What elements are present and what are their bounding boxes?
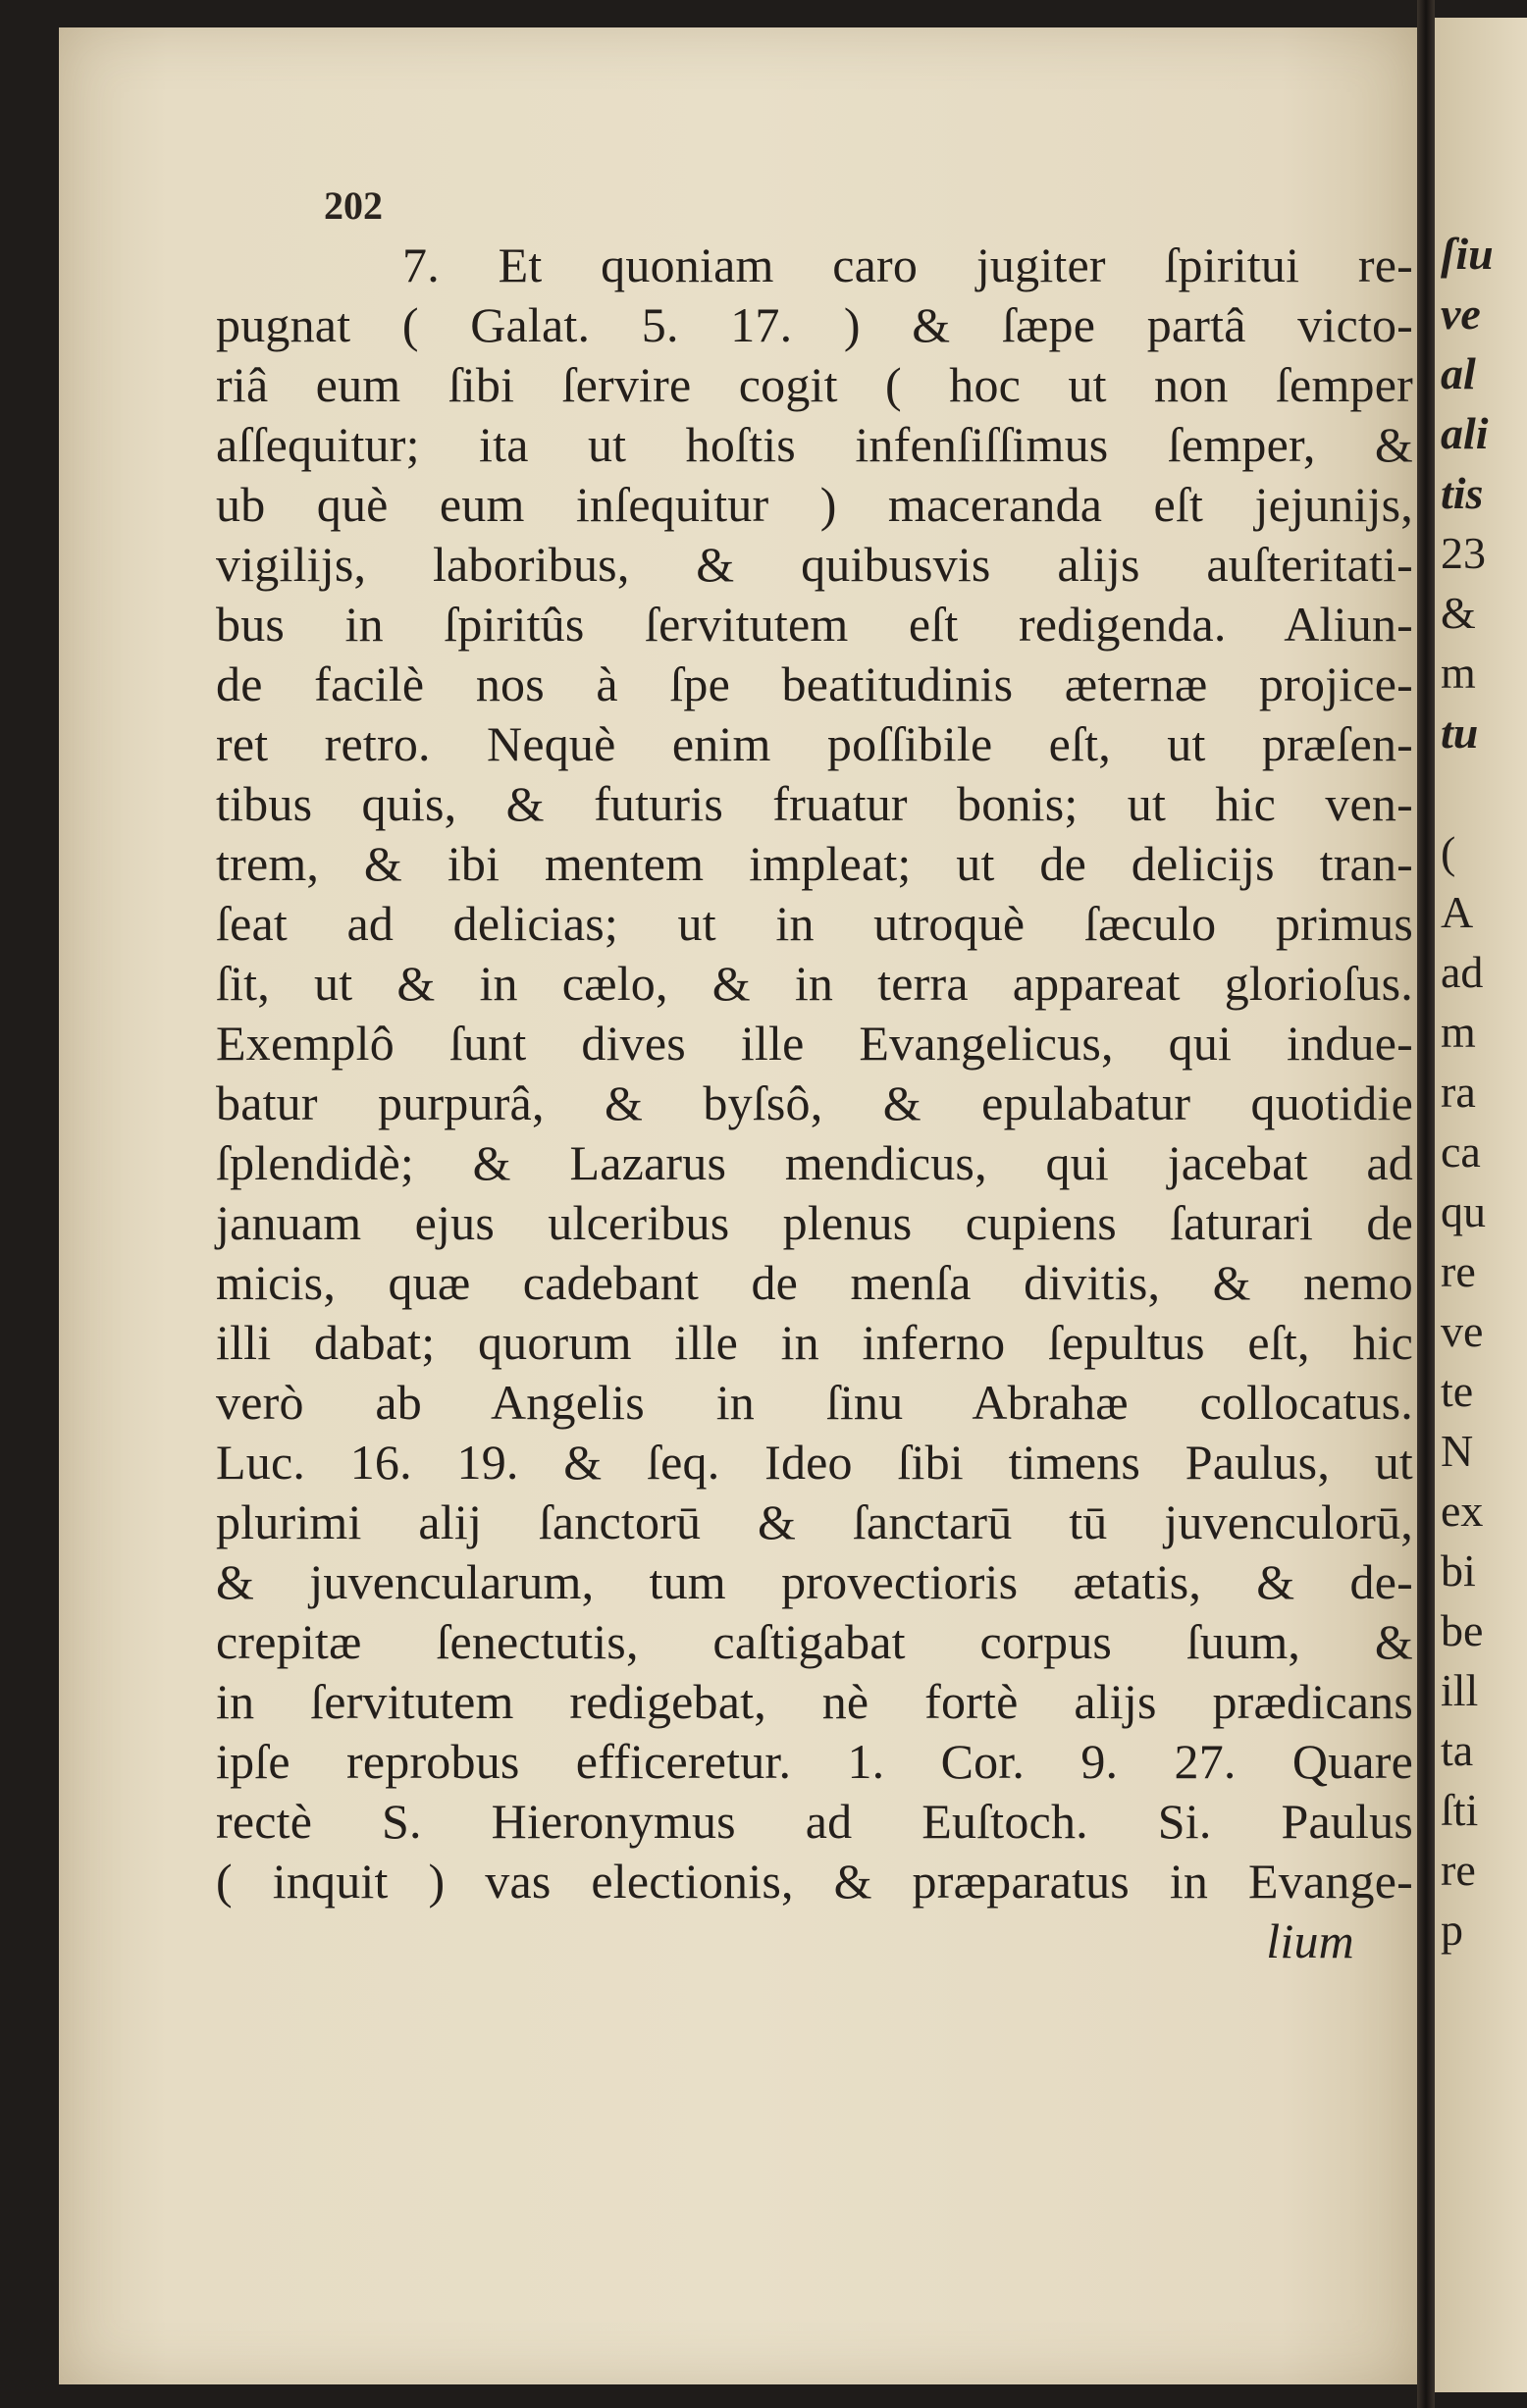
facing-fragment: bi <box>1441 1545 1476 1596</box>
facing-page-edge <box>1435 18 1527 2392</box>
catchword: lium <box>1266 1913 1354 1968</box>
text-line: illi dabat; quorum ille in inferno ſepultus eſt, hic <box>216 1315 1413 1370</box>
text-line: pugnat ( Galat. 5. 17. ) & ſæpe partâ victo- <box>216 297 1413 352</box>
text-line: ret retro. Nequè enim poſſibile eſt, ut præſen- <box>216 716 1413 771</box>
text-line: ub què eum inſequitur ) maceranda eſt jejunijs, <box>216 477 1413 532</box>
text-line: tibus quis, & futuris fruatur bonis; ut hic ven- <box>216 776 1413 831</box>
facing-fragment: qu <box>1441 1186 1486 1236</box>
text-line: ipſe reprobus efficeretur. 1. Cor. 9. 27. Quare <box>216 1734 1413 1789</box>
text-line: batur purpurâ, & byſsô, & epulabatur quotidie <box>216 1075 1413 1130</box>
facing-fragment: al <box>1441 348 1476 398</box>
text-line: rectè S. Hieronymus ad Euſtoch. Si. Paulus <box>216 1794 1413 1849</box>
facing-fragment: ad <box>1441 947 1484 997</box>
text-line: plurimi alij ſanctorū & ſanctarū tū juvenculorū, <box>216 1494 1413 1549</box>
facing-fragment: te <box>1441 1366 1474 1416</box>
text-line: trem, & ibi mentem impleat; ut de delicijs tran- <box>216 836 1413 891</box>
facing-fragment: tis <box>1441 468 1484 518</box>
facing-fragment: re <box>1441 1845 1476 1895</box>
facing-fragment: 23 <box>1441 528 1486 578</box>
facing-fragment: tu <box>1441 707 1479 758</box>
text-line: de facilè nos à ſpe beatitudinis æternæ projice- <box>216 656 1413 711</box>
book-gutter <box>1417 0 1435 2408</box>
facing-fragment: be <box>1441 1605 1484 1655</box>
text-line: 7. Et quoniam caro jugiter ſpiritui re- <box>402 237 1413 292</box>
facing-fragment: re <box>1441 1246 1476 1296</box>
text-line: bus in ſpiritûs ſervitutem eſt redigenda. Aliun- <box>216 597 1413 652</box>
text-line: Exemplô ſunt dives ille Evangelicus, qui indue- <box>216 1016 1413 1071</box>
facing-fragment: m <box>1441 1007 1476 1057</box>
text-line: januam ejus ulceribus plenus cupiens ſaturari de <box>216 1195 1413 1250</box>
facing-fragment: p <box>1441 1905 1463 1955</box>
text-line: ſit, ut & in cælo, & in terra appareat glorioſus. <box>216 956 1413 1011</box>
text-line: ſeat ad delicias; ut in utroquè ſæculo primus <box>216 896 1413 951</box>
text-line: vigilijs, laboribus, & quibusvis alijs auſteritati- <box>216 537 1413 592</box>
text-line: Luc. 16. 19. & ſeq. Ideo ſibi timens Paulus, ut <box>216 1435 1413 1490</box>
text-line: aſſequitur; ita ut hoſtis infenſiſſimus ſemper, & <box>216 417 1413 472</box>
body-text <box>216 236 1413 1971</box>
facing-fragment: ra <box>1441 1067 1476 1117</box>
facing-fragment: ſti <box>1441 1785 1479 1835</box>
facing-fragment <box>1441 762 1527 822</box>
facing-fragment: ve <box>1441 1306 1484 1356</box>
facing-fragment: ca <box>1441 1126 1481 1177</box>
facing-fragment: ( <box>1441 827 1456 877</box>
text-line: crepitæ ſenectutis, caſtigabat corpus ſuum, & <box>216 1614 1413 1669</box>
facing-fragment: m <box>1441 648 1476 698</box>
facing-page-text <box>1441 224 1527 1960</box>
left-page <box>59 27 1417 2384</box>
facing-fragment: N <box>1441 1426 1474 1476</box>
text-line: & juvencularum, tum provectioris ætatis, & de- <box>216 1554 1413 1609</box>
text-line: verò ab Angelis in ſinu Abrahæ collocatus. <box>216 1375 1413 1430</box>
page-number: 202 <box>324 183 383 228</box>
facing-fragment: ex <box>1441 1486 1484 1536</box>
text-line: in ſervitutem redigebat, nè fortè alijs prædicans <box>216 1674 1413 1729</box>
facing-fragment: ſiu <box>1441 229 1494 279</box>
facing-fragment: ta <box>1441 1725 1474 1775</box>
facing-fragment: ve <box>1441 288 1481 339</box>
text-line: micis, quæ cadebant de menſa divitis, & nemo <box>216 1255 1413 1310</box>
facing-fragment: A <box>1441 887 1474 937</box>
facing-fragment: & <box>1441 588 1476 638</box>
text-line: ſplendidè; & Lazarus mendicus, qui jacebat ad <box>216 1135 1413 1190</box>
facing-fragment: ill <box>1441 1665 1479 1715</box>
text-line: ( inquit ) vas electionis, & præparatus in Evange- <box>216 1854 1413 1909</box>
facing-fragment: ali <box>1441 408 1489 458</box>
text-line: riâ eum ſibi ſervire cogit ( hoc ut non ſemper <box>216 357 1413 412</box>
